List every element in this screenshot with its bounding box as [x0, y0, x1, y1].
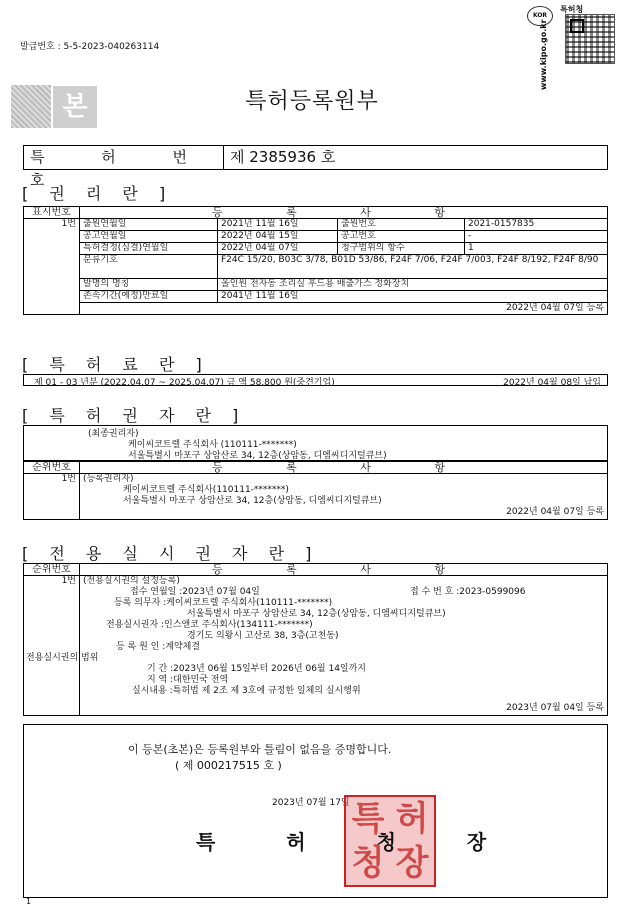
holders-section-title: [ 특 허 권 자 란 ] [22, 406, 247, 425]
holders-table [23, 461, 608, 520]
license-table [23, 563, 608, 716]
field-value: 1 [465, 243, 608, 255]
license-col1: 순위번호 [24, 564, 80, 576]
field-label: 출원번호 [338, 219, 465, 231]
document-title: 특허등록원부 [245, 89, 379, 114]
license-period: 기 간 :2023년 06월 15일부터 2026년 06월 14일까지 [147, 664, 367, 674]
license-scope-label: 전용실시권의 범위 [26, 653, 99, 663]
field-label: 공고연월일 [80, 231, 218, 243]
license-reg-date: 2023년 07월 04일 등록 [506, 703, 604, 713]
rights-table [23, 206, 608, 315]
issue-number: 발급번호 : 5-5-2023-040263114 [20, 42, 160, 52]
kipo-logo-name: 특허청 [560, 5, 584, 14]
license-cause: 등 록 원 인 :계약체결 [116, 642, 201, 652]
field-value: 2022년 04월 15일 [218, 231, 338, 243]
classification-value: F24C 15/20, B03C 3/78, B01D 53/86, F24F 7/06, F24F 7/003, F24F 8/192, F24F 8/90 [218, 255, 608, 279]
issue-date: 2023년 07월 17일 [272, 798, 350, 808]
patent-number-label: 특 허 번 호 [24, 146, 224, 169]
classification-label: 분류기호 [80, 255, 218, 279]
certification-text: 이 등본(초본)은 등록원부와 틀림이 없음을 증명합니다. [128, 743, 392, 756]
license-head: (전용실시권의 설정등록) [83, 576, 180, 586]
license-row-no: 1번 [24, 576, 80, 716]
final-holder-address: 서울특별시 마포구 상암산로 34, 12층(상암동, 디엠씨디지털큐브) [128, 451, 387, 461]
patent-number-value: 제 2385936 호 [230, 148, 336, 166]
patent-number-box [23, 145, 608, 189]
seal-char: 특 [351, 799, 385, 839]
reg-holder-address: 서울특별시 마포구 상암산로 34, 12층(상암동, 디엠씨디지털큐브) [123, 496, 382, 506]
reg-holder-label: (등록권리자) [83, 474, 134, 484]
field-label: 공고번호 [338, 231, 465, 243]
rights-section-title: [ 권 리 란 ] [22, 184, 174, 203]
final-holder-company: 케이씨코트렐 주식회사 (110111-*******) [128, 440, 297, 450]
field-value: 2021-0157835 [465, 219, 608, 231]
holders-col1: 순위번호 [24, 462, 80, 474]
field-value: 2022년 04월 07일 [218, 243, 338, 255]
license-content: 실시내용 :특허법 제 2조 제 3호에 규정한 일체의 실시행위 [132, 686, 361, 696]
license-receipt-no: 접 수 번 호 :2023-0599096 [410, 587, 526, 597]
holders-row-no: 1번 [24, 474, 80, 520]
license-receipt-date: 접수 연월일 :2023년 07월 04일 [130, 587, 260, 597]
qr-code-icon [565, 14, 615, 64]
fees-row [23, 374, 608, 386]
field-label: 출원연월일 [80, 219, 218, 231]
kipo-url: www.kipo.go.kr [539, 19, 548, 90]
seal-char: 청 [351, 843, 385, 883]
license-obligor: 등록 의무자 :케이씨코트렐 주식회사(110111-*******) [114, 598, 333, 608]
license-col2: 등 록 사 항 [80, 564, 608, 576]
rights-col1: 표시번호 [24, 207, 80, 219]
final-holder-label: (최종권리자) [88, 429, 139, 439]
invention-label: 발명의 명칭 [80, 279, 218, 291]
license-section-title: [ 전 용 실 시 권 자 란 ] [22, 544, 320, 563]
rights-reg-date: 2022년 04월 07일 등록 [80, 303, 608, 315]
holders-reg-date: 2022년 04월 07일 등록 [506, 507, 604, 517]
seal-char: 장 [395, 843, 429, 883]
expiry-value: 2041년 11월 16일 [218, 291, 608, 303]
fees-line: 제 01 - 03 년분 (2022.04.07 ~ 2025.04.07) 금 액 58,800 원(중견기업) [34, 378, 335, 388]
invention-value: 올인원 전자동 조리실 후드용 배출가스 정화장치 [218, 279, 608, 291]
field-value: - [465, 231, 608, 243]
reg-holder-company: 케이씨코트렐 주식회사(110111-*******) [123, 485, 289, 495]
certificate-number: ( 제 000217515 호 ) [175, 759, 282, 772]
rights-col2: 등 록 사 항 [80, 207, 608, 219]
kipo-logo-badge: KOR [527, 6, 553, 26]
fees-paid-date: 2022년 04월 08일 납입 [503, 378, 601, 388]
license-obligor-address: 서울특별시 마포구 상암산로 34, 12층(상암동, 디엠씨디지털큐브) [187, 609, 446, 619]
field-label: 청구범위의 항수 [338, 243, 465, 255]
final-holder-box [23, 425, 608, 461]
rights-row-no: 1번 [24, 219, 80, 315]
seal-char: 허 [395, 799, 429, 839]
fees-section-title: [ 특 허 료 란 ] [22, 355, 210, 374]
holders-col2: 등 록 사 항 [80, 462, 608, 474]
field-label: 특허결정(심결)연월일 [80, 243, 218, 255]
issuer-name: 특 허 청 장 [196, 830, 519, 854]
license-licensee: 전용실시권자 :인스앤코 주식회사(134111-*******) [106, 620, 313, 630]
license-region: 지 역 :대한민국 전역 [147, 675, 229, 685]
field-value: 2021년 11월 16일 [218, 219, 338, 231]
holders-entry [80, 474, 608, 520]
expiry-label: 존속기간(예정)만료일 [80, 291, 218, 303]
copy-stamp: 본 [53, 86, 97, 128]
page-number: 1 [26, 897, 32, 906]
license-licensee-address: 경기도 의왕시 고산로 38, 3층(고천동) [187, 631, 339, 641]
